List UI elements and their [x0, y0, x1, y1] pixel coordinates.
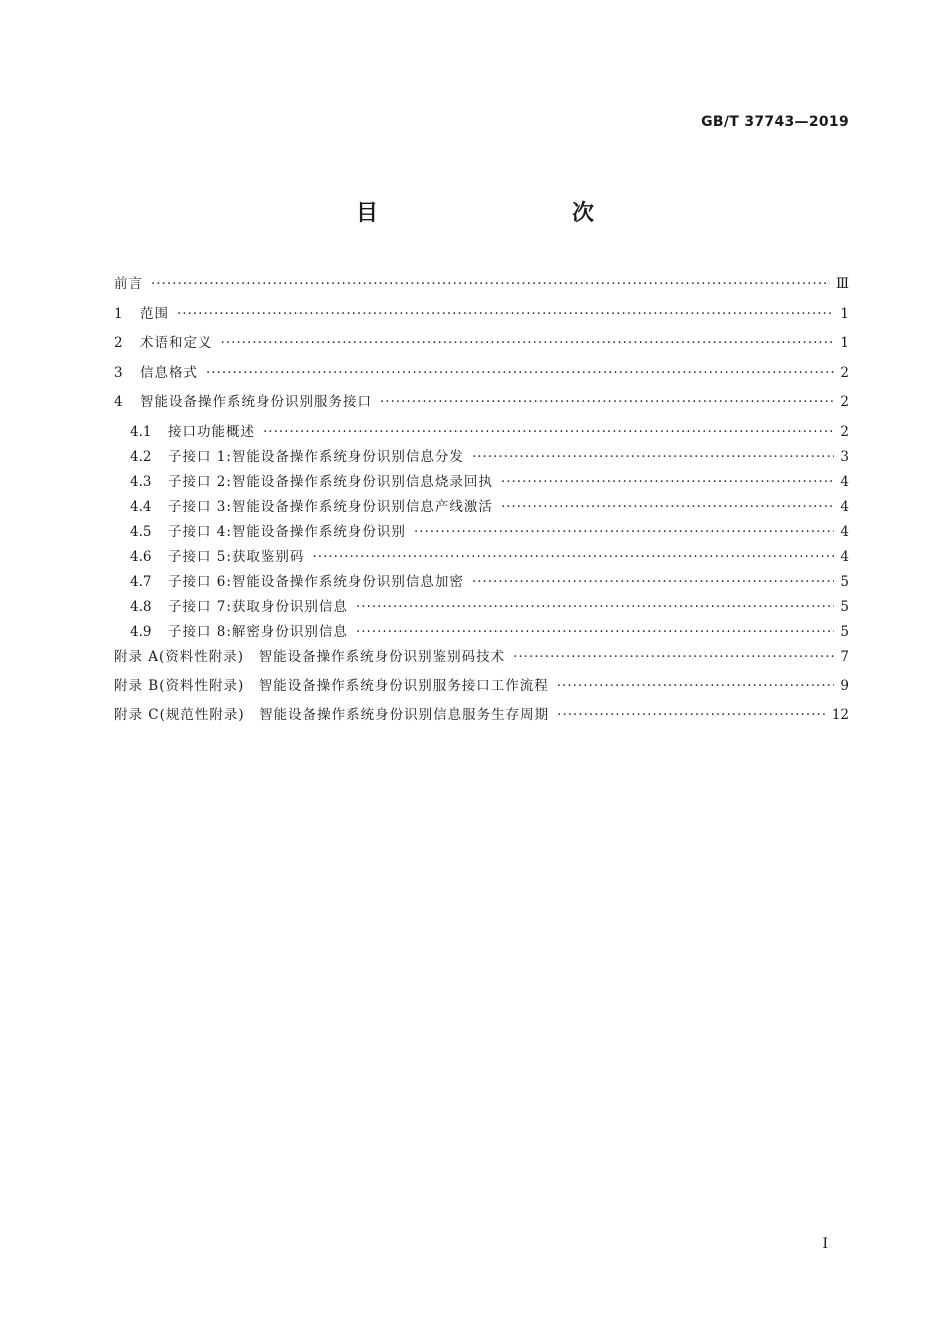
toc-entry-label: 子接口 7:获取身份识别信息: [168, 598, 348, 615]
toc-entry-label: 子接口 6:智能设备操作系统身份识别信息加密: [168, 573, 464, 590]
standard-number: GB/T 37743—2019: [701, 114, 849, 130]
toc-dot-leader: [356, 599, 834, 615]
toc-entry-page: 1: [840, 305, 849, 322]
toc-entry[interactable]: [114, 595, 849, 620]
toc-dot-leader: [414, 524, 834, 540]
toc-entry-page: 2: [840, 423, 849, 440]
toc-entry-label: 接口功能概述: [168, 423, 255, 440]
toc-entry-number: 4: [114, 394, 123, 410]
toc-entry-number: 4.7: [130, 573, 152, 590]
toc-entry-page: 5: [840, 623, 849, 640]
toc-entry-page: Ⅲ: [835, 276, 849, 292]
toc-entry-number: 4.2: [130, 448, 152, 465]
toc-entry-number: 4.4: [130, 498, 152, 515]
toc-dot-leader: [472, 449, 834, 465]
toc-entry[interactable]: [114, 420, 849, 445]
toc-entry[interactable]: [114, 703, 849, 732]
toc-entry[interactable]: [114, 570, 849, 595]
toc-entry-page: 1: [840, 335, 849, 351]
toc-dot-leader: [380, 394, 834, 410]
toc-dot-leader: [501, 474, 834, 490]
toc-entry[interactable]: [114, 272, 849, 302]
toc-entry-number: 4.1: [130, 423, 152, 440]
toc-dot-leader: [206, 365, 834, 381]
toc-entry-page: 4: [840, 523, 849, 540]
toc-entry-number: 3: [114, 364, 123, 381]
toc-entry-label: 智能设备操作系统身份识别服务接口: [140, 394, 372, 410]
toc-entry-number: 4.8: [130, 598, 152, 615]
toc-entry-number: 1: [114, 305, 123, 322]
toc-entry-label: 前言: [114, 276, 143, 292]
toc-entry[interactable]: [114, 302, 849, 332]
toc-entry[interactable]: [114, 361, 849, 391]
toc-entry-page: 5: [840, 598, 849, 615]
toc-entry-label: 子接口 5:获取鉴别码: [168, 548, 305, 565]
toc-entry-label: 子接口 2:智能设备操作系统身份识别信息烧录回执: [168, 473, 493, 490]
page-number: Ⅰ: [822, 1236, 828, 1252]
toc-entry[interactable]: [114, 520, 849, 545]
toc-entry-page: 2: [840, 364, 849, 381]
toc-entry[interactable]: [114, 331, 849, 361]
toc-entry-number: 4.3: [130, 473, 152, 490]
toc-entry[interactable]: [114, 545, 849, 570]
toc-entry[interactable]: [114, 674, 849, 703]
toc-entry[interactable]: [114, 390, 849, 420]
toc-entry[interactable]: [114, 445, 849, 470]
toc-entry[interactable]: [114, 495, 849, 520]
toc-dot-leader: [356, 624, 834, 640]
toc-entry-label: 附录 C(规范性附录) 智能设备操作系统身份识别信息服务生存周期: [114, 706, 550, 723]
toc-entry-number: 4.6: [130, 548, 152, 565]
toc-dot-leader: [312, 549, 834, 565]
toc-entry-label: 术语和定义: [140, 335, 213, 351]
toc-entry-number: 4.9: [130, 623, 152, 640]
toc-entry-label: 附录 A(资料性附录) 智能设备操作系统身份识别鉴别码技术: [114, 648, 506, 665]
toc-dot-leader: [472, 574, 834, 590]
toc-list: [114, 272, 849, 732]
toc-entry[interactable]: [114, 645, 849, 674]
toc-entry-number: 4.5: [130, 523, 152, 540]
toc-title: 目 次: [355, 201, 644, 226]
toc-entry[interactable]: [114, 620, 849, 645]
toc-dot-leader: [263, 424, 834, 440]
toc-dot-leader: [177, 306, 834, 322]
toc-entry-page: 5: [840, 573, 849, 590]
toc-entry-label: 子接口 4:智能设备操作系统身份识别: [168, 523, 406, 540]
toc-entry-label: 信息格式: [140, 364, 198, 381]
toc-dot-leader: [513, 649, 834, 665]
toc-entry-page: 2: [840, 394, 849, 410]
toc-entry-page: 4: [840, 473, 849, 490]
toc-entry-label: 附录 B(资料性附录) 智能设备操作系统身份识别服务接口工作流程: [114, 677, 549, 694]
toc-entry-label: 子接口 1:智能设备操作系统身份识别信息分发: [168, 448, 464, 465]
toc-dot-leader: [221, 335, 835, 351]
toc-entry-page: 4: [840, 548, 849, 565]
toc-dot-leader: [557, 707, 826, 723]
toc-entry-page: 4: [840, 498, 849, 515]
toc-entry-label: 子接口 3:智能设备操作系统身份识别信息产线激活: [168, 498, 493, 515]
toc-dot-leader: [557, 678, 835, 694]
toc-entry-page: 12: [831, 706, 849, 723]
toc-entry-page: 9: [840, 677, 849, 694]
toc-dot-leader: [501, 499, 834, 515]
toc-entry-label: 子接口 8:解密身份识别信息: [168, 623, 348, 640]
toc-entry[interactable]: [114, 470, 849, 495]
toc-entry-page: 7: [840, 648, 849, 665]
toc-entry-number: 2: [114, 335, 123, 351]
toc-dot-leader: [151, 276, 830, 292]
toc-entry-label: 范围: [140, 305, 169, 322]
toc-entry-page: 3: [840, 448, 849, 465]
